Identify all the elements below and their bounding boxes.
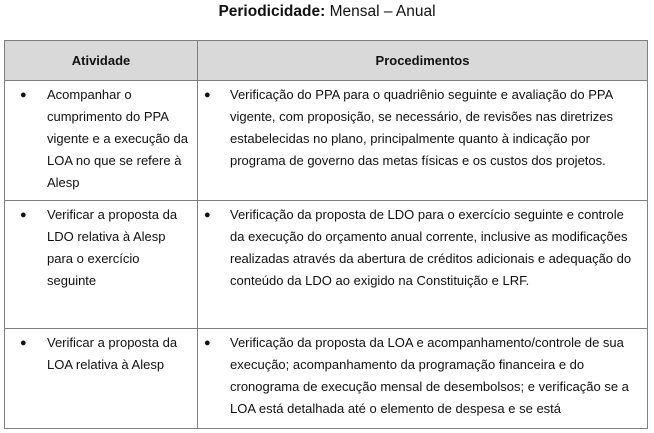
procedure-cell [198, 81, 648, 201]
bullet-icon: ● [20, 209, 27, 221]
column-header-procedimentos: Procedimentos [198, 41, 648, 81]
activity-text: Verificar a proposta da LOA relativa à Alesp [47, 335, 178, 372]
activities-table [4, 40, 648, 429]
bullet-icon: ● [20, 337, 27, 349]
table-row [5, 81, 648, 201]
procedure-text: Verificação da proposta da LOA e acompanhamento/controle de sua execução; acompanhamento da programação financeira e do cronograma de execução mensal de desembolsos; e verificação se a LOA está detalhada até o elemento de despesa e se está [230, 335, 629, 416]
table-header-row [5, 41, 648, 81]
page-title [0, 2, 654, 22]
procedure-text: Verificação do PPA para o quadriênio seguinte e avaliação do PPA vigente, com proposição, se necessário, de revisões nas diretrizes estabelecidas no plano, principalmente quanto à indicação por programa de governo das metas físicas e os custos dos projetos. [230, 87, 613, 168]
activity-cell [5, 81, 198, 201]
bullet-icon: ● [204, 89, 211, 101]
periodicity-value: Mensal – Anual [329, 3, 436, 20]
bullet-icon: ● [204, 209, 211, 221]
procedure-cell [198, 201, 648, 329]
procedure-text: Verificação da proposta de LDO para o exercício seguinte e controle da execução do orçamento anual corrente, inclusive as modificações realizadas através da abertura de créditos adicionais e adequação do conteúdo da LDO ao exigido na Constituição e LRF. [230, 207, 632, 288]
activity-cell [5, 201, 198, 329]
periodicity-label: Periodicidade: [218, 3, 326, 20]
table-row [5, 329, 648, 429]
activity-text: Acompanhar o cumprimento do PPA vigente e a execução da LOA no que se refere à Alesp [47, 87, 188, 190]
bullet-icon: ● [20, 89, 27, 101]
bullet-icon: ● [204, 337, 211, 349]
activity-text: Verificar a proposta da LDO relativa à Alesp para o exercício seguinte [47, 207, 178, 288]
activity-cell [5, 329, 198, 429]
column-header-atividade: Atividade [5, 41, 198, 81]
table-row [5, 201, 648, 329]
procedure-cell [198, 329, 648, 429]
